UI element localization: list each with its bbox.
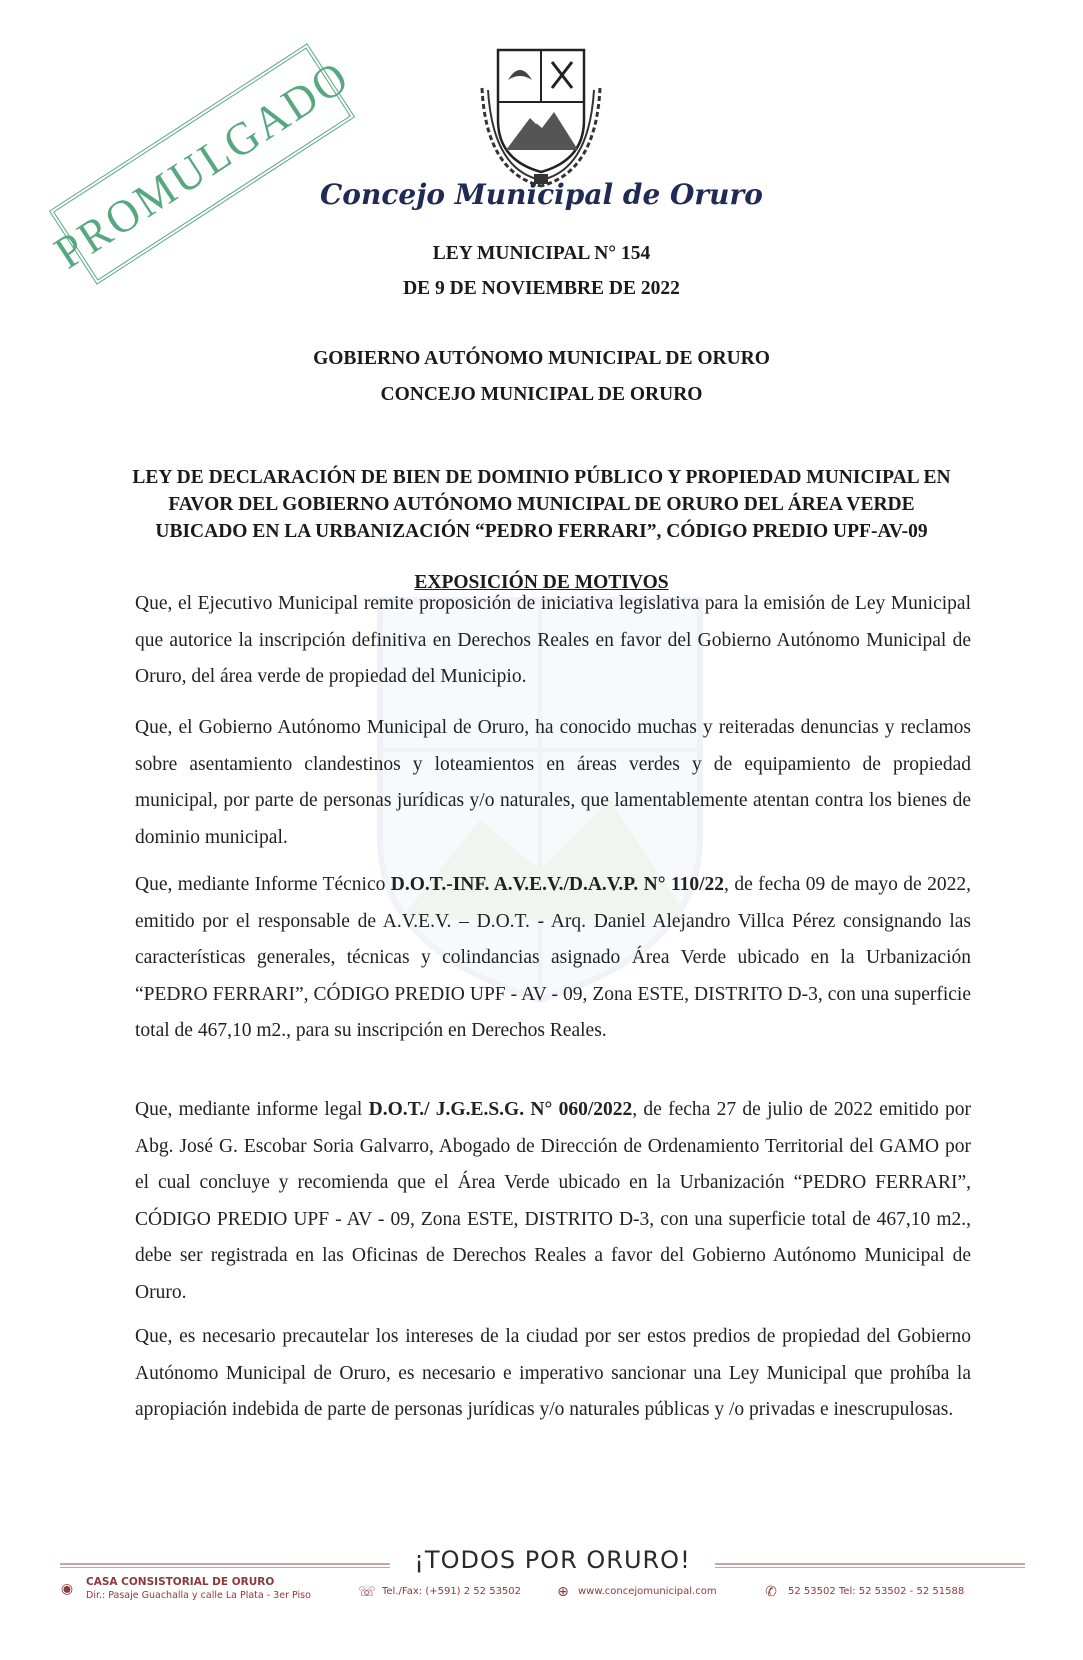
globe-icon: ⊕ xyxy=(557,1584,569,1600)
location-pin-icon: ◉ xyxy=(60,1581,74,1597)
law-title-line: UBICADO EN LA URBANIZACIÓN “PEDRO FERRARI”, CÓDIGO PREDIO UPF-AV-09 xyxy=(155,521,928,542)
phone-icon: ✆ xyxy=(765,1584,777,1600)
footer-slogan: ¡TODOS POR ORURO! xyxy=(414,1546,691,1574)
paragraph-5: Que, es necesario precautelar los intereses de la ciudad por ser estos predios de propiedad del Gobierno Autónomo Municipal de Oruro, es necesario e imperativo sancionar una Ley Municipal que prohíba la apropiación indebida de parte de personas jurídicas y/o naturales públicas y /o privadas e inescrupulosas. xyxy=(135,1326,971,1420)
government-name: GOBIERNO AUTÓNOMO MUNICIPAL DE ORURO xyxy=(313,348,770,369)
footer-address-title: CASA CONSISTORIAL DE ORURO xyxy=(86,1576,275,1588)
paragraph-4-text: , de fecha 27 de julio de 2022 emitido por Abg. José G. Escobar Soria Galvarro, Abogado de Dirección de Ordenamiento Territorial del GAMO por el cual concluye y recomienda que el Área Verde ubicado en la Urbanización “PEDRO FERRARI”, CÓDIGO PREDIO UPF - AV - 09, Zona ESTE, DISTRITO D-3, con una superficie total de 467,10 m2., debe ser registrada en las Oficinas de Derechos Reales a favor del Gobierno Autónomo Municipal de Oruro. xyxy=(135,1099,971,1303)
law-title-line: LEY DE DECLARACIÓN DE BIEN DE DOMINIO PÚBLICO Y PROPIEDAD MUNICIPAL EN xyxy=(132,467,951,488)
footer-divider xyxy=(715,1567,1025,1568)
paragraph-3-text: Que, mediante Informe Técnico xyxy=(135,874,391,895)
footer-divider xyxy=(60,1563,390,1565)
footer-website: www.concejomunicipal.com xyxy=(578,1586,717,1597)
paragraph-3-text: , de fecha 09 de mayo de 2022, emitido por el responsable de A.V.E.V. – D.O.T. - Arq. Daniel Alejandro Villca Pérez consignando las características generales, técnicas y colindancias asignado Área Verde ubicado en la Urbanización “PEDRO FERRARI”, CÓDIGO PREDIO UPF - AV - 09, Zona ESTE, DISTRITO D-3, con una superficie total de 467,10 m2., para su inscripción en Derechos Reales. xyxy=(135,874,972,1041)
paragraph-4 xyxy=(135,1092,971,1311)
report-reference: D.O.T.-INF. A.V.E.V./D.A.V.P. N° 110/22 xyxy=(390,874,725,895)
fax-icon: ☏ xyxy=(358,1584,376,1600)
paragraph-3 xyxy=(135,867,971,1050)
paragraph-1: Que, el Ejecutivo Municipal remite proposición de iniciativa legislativa para la emisión de Ley Municipal que autorice la inscripción definitiva en Derechos Reales en favor del Gobierno Autónomo Municipal de Oruro, del área verde de propiedad del Municipio. xyxy=(135,593,971,687)
legal-report-reference: D.O.T./ J.G.E.S.G. N° 060/2022 xyxy=(368,1099,633,1120)
paragraph-2: Que, el Gobierno Autónomo Municipal de Oruro, ha conocido muchas y reiteradas denuncias y reclamos sobre asentamiento clandestinos y loteamientos en áreas verdes y de equipamiento de propiedad municipal, por parte de personas jurídicas y/o naturales, que lamentablemente atentan contra los bienes de dominio municipal. xyxy=(135,717,971,848)
council-name: Concejo Municipal de Oruro xyxy=(320,178,763,211)
stamp-text: PROMULGADO xyxy=(45,49,359,279)
footer-divider xyxy=(715,1563,1025,1565)
coat-of-arms-icon xyxy=(468,40,614,190)
law-title xyxy=(120,464,963,545)
footer-fax: Tel./Fax: (+591) 2 52 53502 xyxy=(382,1586,522,1597)
law-date: DE 9 DE NOVIEMBRE DE 2022 xyxy=(403,278,680,299)
council-heading: CONCEJO MUNICIPAL DE ORURO xyxy=(380,384,703,405)
footer-phones: 52 53502 Tel: 52 53502 - 52 51588 xyxy=(788,1586,965,1597)
law-title-line: FAVOR DEL GOBIERNO AUTÓNOMO MUNICIPAL DE ORURO DEL ÁREA VERDE xyxy=(168,494,915,515)
footer-divider xyxy=(60,1567,390,1568)
footer-address-detail: Dir.: Pasaje Guachalla y calle La Plata - 3er Piso xyxy=(86,1590,311,1601)
section-title: EXPOSICIÓN DE MOTIVOS xyxy=(414,572,669,593)
paragraph-4-text: Que, mediante informe legal xyxy=(135,1099,369,1120)
law-number: LEY MUNICIPAL N° 154 xyxy=(432,243,651,264)
